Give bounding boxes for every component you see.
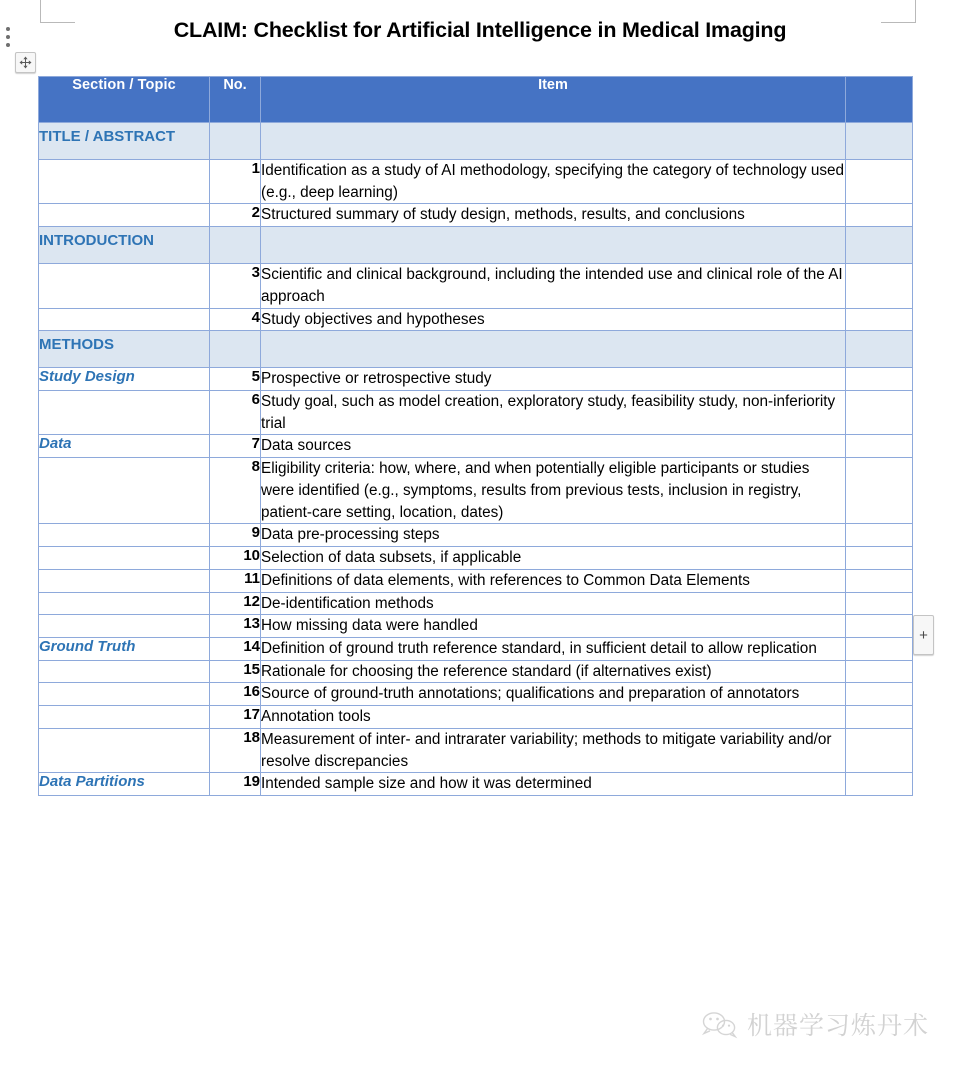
cell-section-topic[interactable] (39, 204, 210, 227)
cell-item[interactable]: How missing data were handled (261, 615, 846, 638)
cell-no[interactable]: 9 (210, 524, 261, 547)
table-row[interactable] (39, 368, 913, 391)
cell-blank[interactable] (846, 264, 913, 308)
cell-item[interactable]: Definitions of data elements, with references to Common Data Elements (261, 569, 846, 592)
cell-blank[interactable] (846, 637, 913, 660)
cell-section-topic[interactable]: METHODS (39, 331, 210, 368)
cell-blank[interactable] (846, 728, 913, 772)
cell-section-topic[interactable] (39, 615, 210, 638)
table-row[interactable] (39, 773, 913, 796)
table-row[interactable] (39, 706, 913, 729)
cell-no[interactable]: 2 (210, 204, 261, 227)
cell-section-topic[interactable] (39, 706, 210, 729)
cell-item[interactable]: Selection of data subsets, if applicable (261, 547, 846, 570)
cell-section-topic[interactable] (39, 660, 210, 683)
cell-blank[interactable] (846, 227, 913, 264)
cell-item[interactable]: Data sources (261, 435, 846, 458)
table-move-handle[interactable] (15, 52, 36, 73)
section-header-row[interactable] (39, 331, 913, 368)
cell-no[interactable]: 1 (210, 160, 261, 204)
cell-no[interactable]: 8 (210, 458, 261, 524)
table-row[interactable] (39, 160, 913, 204)
table-header (39, 77, 913, 123)
cell-section-topic[interactable]: Ground Truth (39, 637, 210, 660)
table-row[interactable] (39, 660, 913, 683)
insert-row-button[interactable]: + (913, 615, 934, 655)
cell-no[interactable]: 18 (210, 728, 261, 772)
cell-section-topic[interactable] (39, 592, 210, 615)
cell-section-topic[interactable]: Data Partitions (39, 773, 210, 796)
table-row[interactable] (39, 615, 913, 638)
cell-item[interactable]: Measurement of inter- and intrarater variability; methods to mitigate variability and/or resolve discrepancies (261, 728, 846, 772)
cell-item[interactable]: Study objectives and hypotheses (261, 308, 846, 331)
cell-blank[interactable] (846, 368, 913, 391)
column-header-blank (846, 77, 913, 123)
cell-blank[interactable] (846, 773, 913, 796)
table-row[interactable] (39, 435, 913, 458)
cell-blank[interactable] (846, 615, 913, 638)
cell-no[interactable] (210, 227, 261, 264)
table-header-row (39, 77, 913, 123)
cell-section-topic[interactable] (39, 264, 210, 308)
cell-item[interactable]: Source of ground-truth annotations; qualifications and preparation of annotators (261, 683, 846, 706)
cell-no[interactable]: 12 (210, 592, 261, 615)
column-header-item: Item (261, 77, 846, 123)
cell-blank[interactable] (846, 435, 913, 458)
cell-no[interactable]: 15 (210, 660, 261, 683)
cell-section-topic[interactable] (39, 160, 210, 204)
cell-item[interactable]: Rationale for choosing the reference standard (if alternatives exist) (261, 660, 846, 683)
cell-section-topic[interactable] (39, 547, 210, 570)
cell-section-topic[interactable]: TITLE / ABSTRACT (39, 123, 210, 160)
cell-no[interactable]: 11 (210, 569, 261, 592)
table-row[interactable] (39, 264, 913, 308)
cell-no[interactable]: 19 (210, 773, 261, 796)
table-body (39, 123, 913, 796)
cell-blank[interactable] (846, 569, 913, 592)
cell-blank[interactable] (846, 123, 913, 160)
cell-no[interactable]: 13 (210, 615, 261, 638)
table-row[interactable] (39, 391, 913, 435)
table-row[interactable] (39, 458, 913, 524)
cell-item[interactable]: Intended sample size and how it was determined (261, 773, 846, 796)
cell-blank[interactable] (846, 391, 913, 435)
table-row[interactable] (39, 204, 913, 227)
cell-no[interactable]: 6 (210, 391, 261, 435)
cell-no[interactable]: 17 (210, 706, 261, 729)
cell-blank[interactable] (846, 592, 913, 615)
cell-blank[interactable] (846, 331, 913, 368)
cell-no[interactable]: 16 (210, 683, 261, 706)
move-arrows-icon (19, 56, 32, 69)
wechat-icon (700, 1009, 740, 1039)
cell-item[interactable]: Identification as a study of AI methodology, specifying the category of technology used (e.g., deep learning) (261, 160, 846, 204)
cell-section-topic[interactable] (39, 391, 210, 435)
cell-no[interactable] (210, 123, 261, 160)
cell-blank[interactable] (846, 706, 913, 729)
cell-section-topic[interactable]: Study Design (39, 368, 210, 391)
table-row[interactable] (39, 308, 913, 331)
cell-section-topic[interactable] (39, 728, 210, 772)
cell-blank[interactable] (846, 547, 913, 570)
cell-section-topic[interactable]: INTRODUCTION (39, 227, 210, 264)
watermark-text: 机器学习炼丹术 (747, 1011, 930, 1040)
cell-blank[interactable] (846, 308, 913, 331)
page-title: CLAIM: Checklist for Artificial Intelligence in Medical Imaging (173, 18, 787, 42)
watermark (700, 1006, 929, 1042)
cell-section-topic[interactable] (39, 569, 210, 592)
table-row[interactable] (39, 524, 913, 547)
cell-item[interactable]: Scientific and clinical background, including the intended use and clinical role of the AI approach (261, 264, 846, 308)
table-row[interactable] (39, 569, 913, 592)
cell-item[interactable] (261, 123, 846, 160)
table-row[interactable] (39, 683, 913, 706)
cell-item[interactable]: De-identification methods (261, 592, 846, 615)
cell-item[interactable] (261, 227, 846, 264)
cell-blank[interactable] (846, 160, 913, 204)
cell-section-topic[interactable] (39, 524, 210, 547)
cell-section-topic[interactable] (39, 308, 210, 331)
cell-item[interactable]: Eligibility criteria: how, where, and when potentially eligible participants or studies were identified (e.g., symptoms, results from previous tests, inclusion in registry, patient-care setting, location, dates) (261, 458, 846, 524)
column-header-no: No. (210, 77, 261, 123)
cell-no[interactable]: 14 (210, 637, 261, 660)
cell-no[interactable]: 7 (210, 435, 261, 458)
cell-item[interactable]: Prospective or retrospective study (261, 368, 846, 391)
cell-section-topic[interactable] (39, 458, 210, 524)
cell-blank[interactable] (846, 524, 913, 547)
cell-blank[interactable] (846, 660, 913, 683)
cell-item[interactable]: Definition of ground truth reference standard, in sufficient detail to allow replication (261, 637, 846, 660)
cell-blank[interactable] (846, 204, 913, 227)
cell-no[interactable] (210, 331, 261, 368)
table-row[interactable] (39, 592, 913, 615)
claim-checklist-table-wrapper (38, 76, 912, 796)
section-header-row[interactable] (39, 123, 913, 160)
cell-item[interactable]: Structured summary of study design, methods, results, and conclusions (261, 204, 846, 227)
column-header-section-topic: Section / Topic (39, 77, 210, 123)
cell-section-topic[interactable]: Data (39, 435, 210, 458)
cell-no[interactable]: 10 (210, 547, 261, 570)
claim-checklist-table (38, 76, 913, 796)
cell-section-topic[interactable] (39, 683, 210, 706)
table-row[interactable] (39, 547, 913, 570)
cell-blank[interactable] (846, 458, 913, 524)
section-header-row[interactable] (39, 227, 913, 264)
cell-blank[interactable] (846, 683, 913, 706)
cell-item[interactable] (261, 331, 846, 368)
table-row[interactable] (39, 728, 913, 772)
cell-item[interactable]: Study goal, such as model creation, exploratory study, feasibility study, non-inferiority trial (261, 391, 846, 435)
cell-item[interactable]: Annotation tools (261, 706, 846, 729)
cell-item[interactable]: Data pre-processing steps (261, 524, 846, 547)
table-row[interactable] (39, 637, 913, 660)
cell-no[interactable]: 4 (210, 308, 261, 331)
cell-no[interactable]: 3 (210, 264, 261, 308)
cell-no[interactable]: 5 (210, 368, 261, 391)
dot-icon (6, 43, 10, 47)
